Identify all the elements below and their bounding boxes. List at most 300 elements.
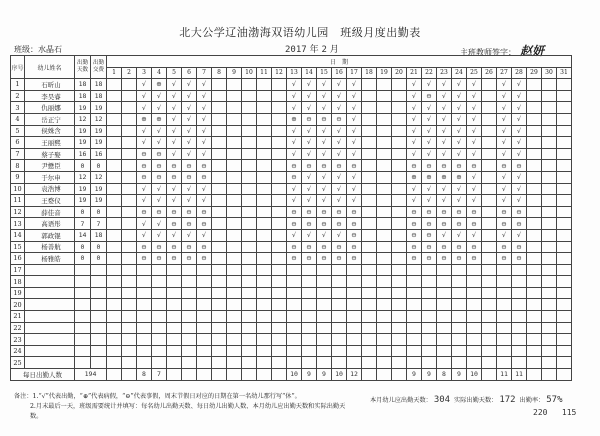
attendance-mark (227, 171, 242, 183)
attendance-mark (257, 334, 272, 346)
attendance-mark: √ (317, 102, 332, 114)
attendance-mark: √ (467, 137, 482, 149)
col-seq-header: 序号 (11, 56, 25, 79)
attendance-mark (527, 229, 542, 241)
attendance-mark (467, 357, 482, 369)
child-name (25, 334, 75, 346)
table-row (11, 253, 572, 265)
attendance-mark (512, 334, 527, 346)
attendance-mark (362, 148, 377, 160)
attendance-mark (557, 357, 572, 369)
attendance-mark (527, 311, 542, 323)
attendance-mark (467, 322, 482, 334)
attendance-mark (377, 299, 392, 311)
attendance-mark: √ (347, 171, 362, 183)
attendance-mark: ⊖ (452, 206, 467, 218)
attendance-mark (272, 276, 287, 288)
attendance-mark (242, 125, 257, 137)
attendance-mark (482, 125, 497, 137)
child-name: 王丽熙 (25, 137, 75, 149)
row-seq: 19 (11, 287, 25, 299)
attendance-mark (107, 218, 122, 230)
attendance-mark: ⊕ (407, 171, 422, 183)
attendance-mark (212, 357, 227, 369)
attendance-mark (377, 148, 392, 160)
attendance-mark (557, 253, 572, 265)
attendance-mark (377, 253, 392, 265)
attendance-mark (242, 229, 257, 241)
attendance-mark (152, 276, 167, 288)
attendance-mark: √ (137, 125, 152, 137)
attendance-mark: √ (437, 125, 452, 137)
attendance-mark: √ (497, 79, 512, 91)
attendance-mark (317, 276, 332, 288)
attendance-mark: √ (422, 183, 437, 195)
attendance-mark (557, 113, 572, 125)
attendance-mark: ⊖ (422, 229, 437, 241)
table-row (11, 171, 572, 183)
attendance-mark (272, 183, 287, 195)
attendance-mark (407, 322, 422, 334)
attendance-mark (452, 334, 467, 346)
attendance-mark: ⊖ (407, 241, 422, 253)
child-name: 石昕山 (25, 79, 75, 91)
attendance-mark (242, 241, 257, 253)
period-month: 2 (321, 45, 327, 55)
attend-days (75, 322, 91, 334)
attendance-mark: ⊖ (182, 253, 197, 265)
paid-days (91, 264, 107, 276)
attendance-mark (122, 311, 137, 323)
attendance-mark: ⊖ (347, 160, 362, 172)
attendance-mark: √ (452, 125, 467, 137)
attendance-mark: √ (197, 90, 212, 102)
attendance-mark (122, 171, 137, 183)
day-header: 6 (182, 67, 197, 79)
row-seq: 7 (11, 148, 25, 160)
day-header: 22 (422, 67, 437, 79)
attendance-mark: √ (497, 90, 512, 102)
attendance-mark (107, 160, 122, 172)
attendance-mark (332, 299, 347, 311)
attendance-mark: ⊖ (407, 218, 422, 230)
attendance-mark (362, 183, 377, 195)
attendance-mark (182, 322, 197, 334)
attendance-mark: √ (332, 125, 347, 137)
attendance-mark (227, 195, 242, 207)
attendance-mark: ⊖ (512, 241, 527, 253)
attendance-mark (557, 79, 572, 91)
attendance-mark (527, 299, 542, 311)
daily-count: 9 (302, 369, 317, 381)
attendance-mark (482, 206, 497, 218)
attendance-mark (392, 345, 407, 357)
attendance-mark (497, 322, 512, 334)
attend-days: 19 (75, 102, 91, 114)
attendance-mark: √ (197, 79, 212, 91)
attendance-mark (107, 334, 122, 346)
attendance-mark (167, 311, 182, 323)
attendance-mark: √ (152, 229, 167, 241)
attendance-mark: ⊕ (437, 171, 452, 183)
row-seq: 21 (11, 311, 25, 323)
day-header: 3 (137, 67, 152, 79)
attendance-mark: √ (287, 125, 302, 137)
daily-count (227, 369, 242, 381)
attendance-mark (422, 311, 437, 323)
attendance-mark (527, 345, 542, 357)
attendance-mark: √ (422, 79, 437, 91)
attendance-mark (212, 195, 227, 207)
attendance-mark: √ (407, 183, 422, 195)
attendance-mark (272, 160, 287, 172)
attendance-mark (392, 206, 407, 218)
attendance-mark: √ (332, 90, 347, 102)
attendance-mark (107, 357, 122, 369)
attendance-mark: ⊖ (422, 206, 437, 218)
attendance-mark (467, 345, 482, 357)
attendance-mark (482, 90, 497, 102)
attendance-mark (527, 125, 542, 137)
attendance-mark: √ (152, 90, 167, 102)
attendance-mark: √ (302, 90, 317, 102)
attendance-mark (257, 183, 272, 195)
attendance-mark: √ (422, 113, 437, 125)
attendance-mark (437, 357, 452, 369)
rate-label: 出勤率： (519, 397, 545, 404)
attendance-mark: ⊖ (302, 253, 317, 265)
attendance-mark: ⊖ (422, 253, 437, 265)
expected-label: 本月幼儿应出勤天数： (370, 397, 432, 404)
attendance-mark: √ (152, 102, 167, 114)
attendance-mark (122, 287, 137, 299)
daily-count (167, 369, 182, 381)
row-seq: 10 (11, 183, 25, 195)
attendance-mark (377, 137, 392, 149)
attendance-mark: ⊖ (152, 148, 167, 160)
attendance-mark: ⊖ (497, 160, 512, 172)
attendance-mark (287, 334, 302, 346)
attendance-mark (422, 334, 437, 346)
attendance-mark (347, 264, 362, 276)
attendance-mark: √ (512, 148, 527, 160)
attendance-mark (362, 137, 377, 149)
attendance-mark: √ (152, 183, 167, 195)
attendance-mark (107, 299, 122, 311)
attendance-mark: ⊕ (137, 113, 152, 125)
attend-days (75, 276, 91, 288)
attendance-mark (362, 276, 377, 288)
attendance-mark: ⊖ (152, 171, 167, 183)
attendance-mark (542, 113, 557, 125)
attendance-mark (212, 241, 227, 253)
attendance-mark (347, 287, 362, 299)
attendance-mark: ⊖ (422, 90, 437, 102)
attendance-mark (452, 345, 467, 357)
attendance-mark (437, 299, 452, 311)
attendance-mark (362, 79, 377, 91)
attendance-mark: √ (332, 183, 347, 195)
attendance-mark (197, 345, 212, 357)
attendance-mark (512, 276, 527, 288)
attendance-mark (197, 311, 212, 323)
attendance-mark (392, 241, 407, 253)
attendance-mark (107, 322, 122, 334)
attendance-mark (122, 299, 137, 311)
daily-count (182, 369, 197, 381)
attendance-mark (467, 264, 482, 276)
attendance-mark: √ (167, 125, 182, 137)
attendance-mark (557, 299, 572, 311)
attendance-mark (302, 299, 317, 311)
attendance-mark (392, 276, 407, 288)
attendance-mark (272, 229, 287, 241)
attendance-mark (512, 345, 527, 357)
attendance-mark (212, 206, 227, 218)
daily-count: 10 (332, 369, 347, 381)
attendance-mark (272, 137, 287, 149)
attendance-mark (482, 357, 497, 369)
attend-days: 0 (75, 241, 91, 253)
attendance-mark: √ (167, 79, 182, 91)
attendance-mark: ⊖ (422, 160, 437, 172)
attendance-mark: √ (287, 195, 302, 207)
attendance-mark: ⊖ (437, 218, 452, 230)
attendance-mark: ⊖ (197, 218, 212, 230)
attendance-mark (557, 311, 572, 323)
row-seq: 1 (11, 79, 25, 91)
child-name (25, 287, 75, 299)
day-header: 29 (527, 67, 542, 79)
attendance-mark (257, 229, 272, 241)
attendance-mark (137, 345, 152, 357)
teacher-label: 主班教师签字： (460, 48, 516, 57)
attendance-mark (257, 148, 272, 160)
attendance-mark (212, 102, 227, 114)
attendance-mark (182, 345, 197, 357)
paid-days: 18 (91, 229, 107, 241)
row-seq: 23 (11, 334, 25, 346)
attendance-mark: ⊖ (512, 218, 527, 230)
attendance-mark: √ (407, 137, 422, 149)
attendance-mark (542, 171, 557, 183)
attendance-mark (482, 299, 497, 311)
attendance-mark (302, 345, 317, 357)
attendance-mark: √ (347, 90, 362, 102)
attendance-mark (212, 287, 227, 299)
attendance-mark (392, 79, 407, 91)
attendance-mark: √ (332, 79, 347, 91)
attend-days: 19 (75, 137, 91, 149)
day-header: 14 (302, 67, 317, 79)
attendance-mark (377, 125, 392, 137)
attendance-mark: ⊖ (317, 241, 332, 253)
attendance-mark (332, 334, 347, 346)
row-seq: 14 (11, 229, 25, 241)
attendance-mark: √ (302, 79, 317, 91)
row-seq: 25 (11, 357, 25, 369)
attendance-mark (332, 311, 347, 323)
row-seq: 12 (11, 206, 25, 218)
attendance-mark (122, 160, 137, 172)
day-header: 23 (437, 67, 452, 79)
teacher-signature: 赵妍 (520, 44, 545, 58)
attendance-mark (467, 276, 482, 288)
attendance-mark (257, 90, 272, 102)
attendance-mark (377, 206, 392, 218)
child-name: 袁浩博 (25, 183, 75, 195)
attendance-mark (452, 311, 467, 323)
attendance-mark (107, 148, 122, 160)
attendance-mark (302, 334, 317, 346)
attendance-mark: √ (347, 125, 362, 137)
attendance-mark (557, 137, 572, 149)
summary (370, 395, 563, 405)
attendance-mark (257, 276, 272, 288)
attendance-mark (212, 229, 227, 241)
attendance-mark: √ (452, 137, 467, 149)
attendance-mark (227, 79, 242, 91)
attendance-mark: √ (287, 148, 302, 160)
attendance-mark (227, 322, 242, 334)
attendance-mark (557, 287, 572, 299)
child-name: 杨雅皓 (25, 253, 75, 265)
attendance-mark (482, 264, 497, 276)
attendance-mark (542, 137, 557, 149)
row-seq: 18 (11, 276, 25, 288)
attendance-mark (122, 241, 137, 253)
day-header: 30 (542, 67, 557, 79)
attendance-mark (497, 264, 512, 276)
attendance-mark: √ (347, 113, 362, 125)
attendance-mark (497, 299, 512, 311)
attendance-mark: ⊖ (332, 218, 347, 230)
attend-days (75, 334, 91, 346)
attendance-mark (137, 311, 152, 323)
attendance-mark: ⊖ (182, 160, 197, 172)
paid-days (91, 311, 107, 323)
row-seq: 6 (11, 137, 25, 149)
attendance-mark: ⊖ (287, 218, 302, 230)
attendance-mark (287, 322, 302, 334)
day-header: 10 (242, 67, 257, 79)
attendance-mark (497, 276, 512, 288)
attendance-mark (467, 287, 482, 299)
attendance-mark (122, 195, 137, 207)
attendance-mark (242, 334, 257, 346)
attendance-mark: ⊖ (497, 241, 512, 253)
attendance-mark (362, 287, 377, 299)
attendance-mark (542, 345, 557, 357)
attendance-mark (257, 171, 272, 183)
attendance-mark: ⊖ (467, 253, 482, 265)
attendance-mark (527, 102, 542, 114)
attendance-mark (512, 322, 527, 334)
attendance-mark (437, 276, 452, 288)
table-row (11, 264, 572, 276)
attendance-mark: √ (422, 102, 437, 114)
attendance-mark (107, 345, 122, 357)
attendance-mark: √ (452, 79, 467, 91)
child-name (25, 311, 75, 323)
attendance-mark (182, 287, 197, 299)
attendance-mark (512, 357, 527, 369)
attendance-mark (347, 322, 362, 334)
extra-handwriting (533, 408, 576, 417)
attendance-mark: ⊖ (452, 160, 467, 172)
attendance-mark: ⊖ (197, 171, 212, 183)
attendance-mark: √ (452, 183, 467, 195)
attendance-mark: ⊖ (137, 253, 152, 265)
attendance-mark (437, 322, 452, 334)
attendance-mark: √ (452, 90, 467, 102)
attendance-table (10, 55, 572, 381)
attend-days (75, 311, 91, 323)
day-header: 19 (377, 67, 392, 79)
row-seq: 11 (11, 195, 25, 207)
attendance-mark: ⊖ (332, 113, 347, 125)
attendance-mark: ⊖ (347, 218, 362, 230)
attendance-mark (542, 148, 557, 160)
attendance-mark: √ (317, 171, 332, 183)
attendance-mark (557, 218, 572, 230)
attendance-mark (392, 102, 407, 114)
attendance-mark (257, 253, 272, 265)
attendance-mark (242, 102, 257, 114)
attendance-mark (212, 171, 227, 183)
attendance-mark (542, 102, 557, 114)
attendance-mark (257, 79, 272, 91)
attendance-mark: √ (407, 102, 422, 114)
attendance-mark (287, 311, 302, 323)
attendance-mark (197, 334, 212, 346)
actual-value: 172 (499, 395, 516, 405)
attendance-mark: ⊖ (452, 253, 467, 265)
attendance-mark: √ (512, 229, 527, 241)
attendance-mark: √ (302, 229, 317, 241)
attendance-mark (242, 90, 257, 102)
attendance-mark (482, 334, 497, 346)
attendance-mark (287, 287, 302, 299)
attendance-mark (167, 334, 182, 346)
day-header: 8 (212, 67, 227, 79)
attendance-mark (377, 322, 392, 334)
attendance-mark (332, 264, 347, 276)
attendance-mark (347, 276, 362, 288)
attendance-mark (272, 171, 287, 183)
attendance-mark (227, 113, 242, 125)
attendance-mark (467, 334, 482, 346)
attendance-mark (227, 102, 242, 114)
paid-days (91, 299, 107, 311)
attendance-mark (257, 299, 272, 311)
attendance-mark (137, 276, 152, 288)
attendance-mark: ⊖ (497, 206, 512, 218)
attendance-mark (272, 264, 287, 276)
attendance-mark (542, 299, 557, 311)
attendance-mark (227, 218, 242, 230)
attendance-mark (527, 113, 542, 125)
attendance-mark: √ (467, 229, 482, 241)
attendance-mark (212, 334, 227, 346)
attendance-mark (272, 148, 287, 160)
attendance-mark (407, 276, 422, 288)
attendance-mark (542, 264, 557, 276)
note-line-1: 备注：1.“√”代表出勤，“⊕”代表病假，“⊖”代表事假，周末节假日对应的日期在第一名幼儿那行写“休”。 (14, 393, 301, 400)
table-row (11, 241, 572, 253)
attendance-mark: ⊖ (497, 218, 512, 230)
attendance-mark (107, 102, 122, 114)
